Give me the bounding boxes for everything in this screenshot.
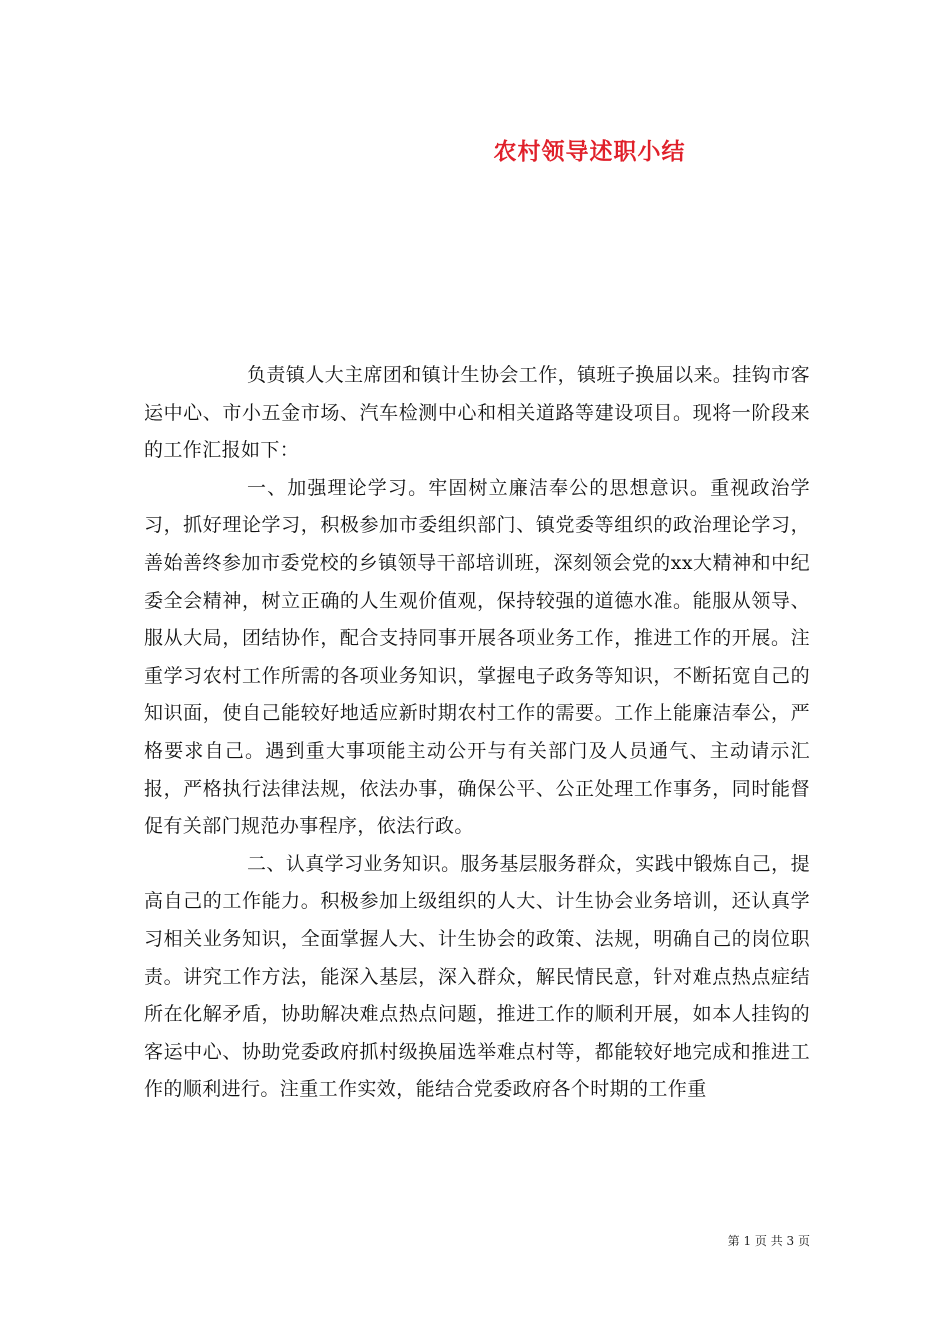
page-number-footer: 第 1 页 共 3 页	[727, 1234, 810, 1248]
paragraph-section-2: 二、认真学习业务知识。服务基层服务群众，实践中锻炼自己，提高自己的工作能力。积极参加上级组织的人大、计生协会业务培训，还认真学习相关业务知识，全面掌握人大、计生协会的政策、法规，明确自己的岗位职责。讲究工作方法，能深入基层，深入群众，解民情民意，针对难点热点症结所在化解矛盾，协助解决难点热点问题，推进工作的顺利开展，如本人挂钩的客运中心、协助党委政府抓村级换届选举难点村等，都能较好地完成和推进工作的顺利进行。注重工作实效，能结合党委政府各个时期的工作重	[144, 852, 810, 1101]
paragraph-intro: 负责镇人大主席团和镇计生协会工作，镇班子换届以来。挂钩市客运中心、市小五金市场、汽车检测中心和相关道路等建设项目。现将一阶段来的工作汇报如下：	[144, 364, 810, 462]
page-title: 农村领导述职小结	[493, 138, 686, 165]
paragraph-section-1: 一、加强理论学习。牢固树立廉洁奉公的思想意识。重视政治学习，抓好理论学习，积极参加市委组织部门、镇党委等组织的政治理论学习，善始善终参加市委党校的乡镇领导干部培训班，深刻领会党的xx大精神和中纪委全会精神，树立正确的人生观价值观，保持较强的道德水准。能服从领导、服从大局，团结协作，配合支持同事开展各项业务工作，推进工作的开展。注重学习农村工作所需的各项业务知识，掌握电子政务等知识，不断拓宽自己的知识面，使自己能较好地适应新时期农村工作的需要。工作上能廉洁奉公，严格要求自己。遇到重大事项能主动公开与有关部门及人员通气、主动请示汇报，严格执行法律法规，依法办事，确保公平、公正处理工作事务，同时能督促有关部门规范办事程序，依法行政。	[144, 476, 810, 838]
document-body	[144, 357, 810, 1109]
